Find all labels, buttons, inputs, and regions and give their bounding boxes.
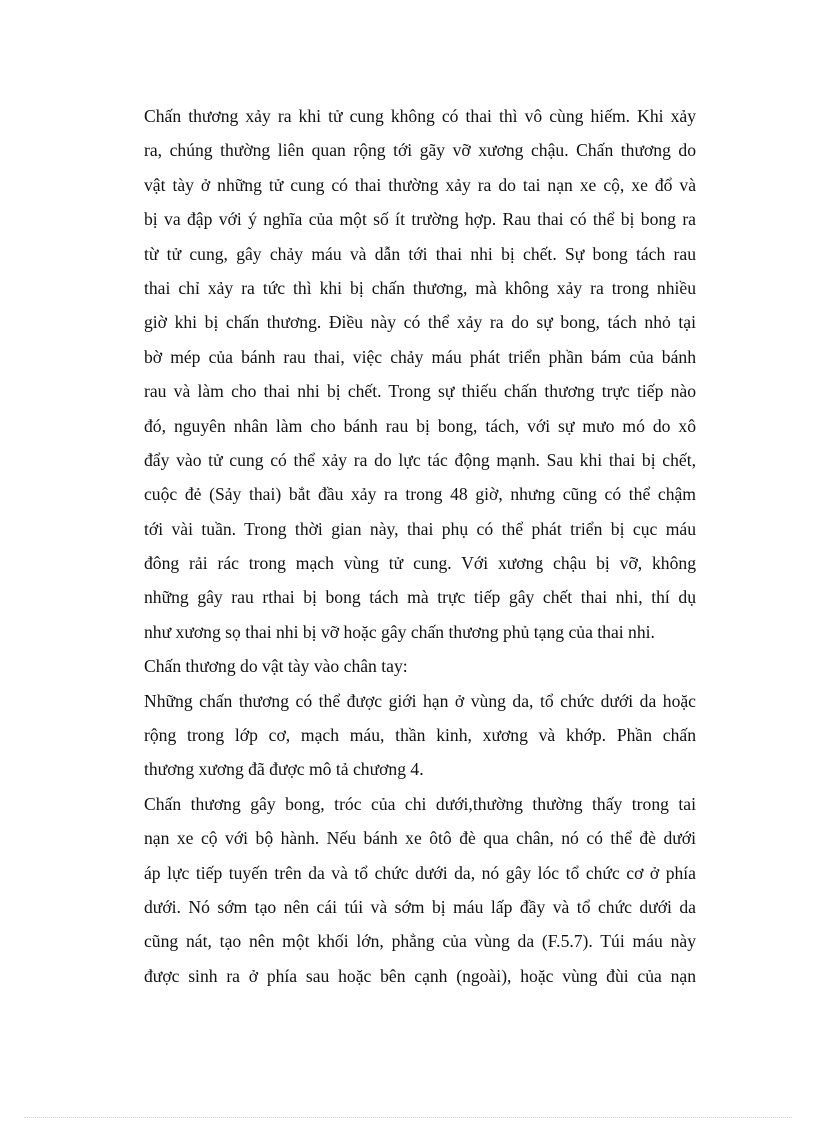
text-line: thương xương đã được mô tả chương 4. — [144, 759, 424, 780]
page-bottom-rule — [24, 1117, 792, 1118]
text-line: rau và làm cho thai nhi bị chết. Trong sự thiếu chấn thương trực tiếp nào — [144, 381, 696, 402]
text-line: những gây rau rthai bị bong tách mà trực tiếp gây chết thai nhi, thí dụ — [144, 587, 696, 608]
text-line: cuộc đẻ (Sảy thai) bắt đầu xảy ra trong 48 giờ, nhưng cũng có thể chậm — [144, 484, 696, 505]
text-line: nạn xe cộ với bộ hành. Nếu bánh xe ôtô đè qua chân, nó có thể đè dưới — [144, 828, 696, 849]
text-line: áp lực tiếp tuyến trên da và tổ chức dưới da, nó gây lóc tổ chức cơ ở phía — [144, 862, 696, 883]
text-line: đông rải rác trong mạch vùng tử cung. Với xương chậu bị vỡ, không — [144, 553, 696, 574]
text-line: dưới. Nó sớm tạo nên cái túi và sớm bị máu lấp đầy và tổ chức dưới da — [144, 896, 696, 917]
text-line: đẩy vào tử cung có thể xảy ra do lực tác động mạnh. Sau khi thai bị chết, — [144, 449, 696, 470]
text-line: Chấn thương gây bong, tróc của chi dưới,thường thường thấy trong tai — [144, 793, 696, 814]
text-line: giờ khi bị chấn thương. Điều này có thể xảy ra do sự bong, tách nhỏ tại — [144, 312, 696, 333]
text-line: như xương sọ thai nhi bị vỡ hoặc gây chấn thương phủ tạng của thai nhi. — [144, 621, 655, 642]
text-line: vật tày ở những tử cung có thai thường xảy ra do tai nạn xe cộ, xe đổ và — [144, 174, 696, 195]
text-line: bị va đập với ý nghĩa của một số ít trường hợp. Rau thai có thể bị bong ra — [144, 209, 696, 230]
text-line: từ tử cung, gây chảy máu và dẫn tới thai nhi bị chết. Sự bong tách rau — [144, 243, 696, 264]
text-line: Chấn thương do vật tày vào chân tay: — [144, 656, 408, 677]
text-line: Chấn thương xảy ra khi tử cung không có thai thì vô cùng hiếm. Khi xảy — [144, 106, 696, 126]
text-line: thai chỉ xảy ra tức thì khi bị chấn thương, mà không xảy ra trong nhiều — [144, 277, 696, 298]
document-body — [144, 99, 696, 993]
text-line: bờ mép của bánh rau thai, việc chảy máu phát triển phần bám của bánh — [144, 346, 696, 367]
text-line: ra, chúng thường liên quan rộng tới gãy vỡ xương chậu. Chấn thương do — [144, 140, 696, 161]
text-line: rộng trong lớp cơ, mạch máu, thần kinh, xương và khớp. Phần chấn — [144, 725, 696, 746]
text-line: đó, nguyên nhân làm cho bánh rau bị bong, tách, với sự mưo mó do xô — [144, 415, 696, 436]
text-line: Những chấn thương có thể được giới hạn ở vùng da, tổ chức dưới da hoặc — [144, 690, 696, 711]
text-line: tới vài tuần. Trong thời gian này, thai phụ có thể phát triển bị cục máu — [144, 518, 696, 539]
text-line: được sinh ra ở phía sau hoặc bên cạnh (ngoài), hoặc vùng đùi của nạn — [144, 965, 696, 986]
text-line: cũng nát, tạo nên một khối lớn, phẳng của vùng da (F.5.7). Túi máu này — [144, 931, 696, 952]
